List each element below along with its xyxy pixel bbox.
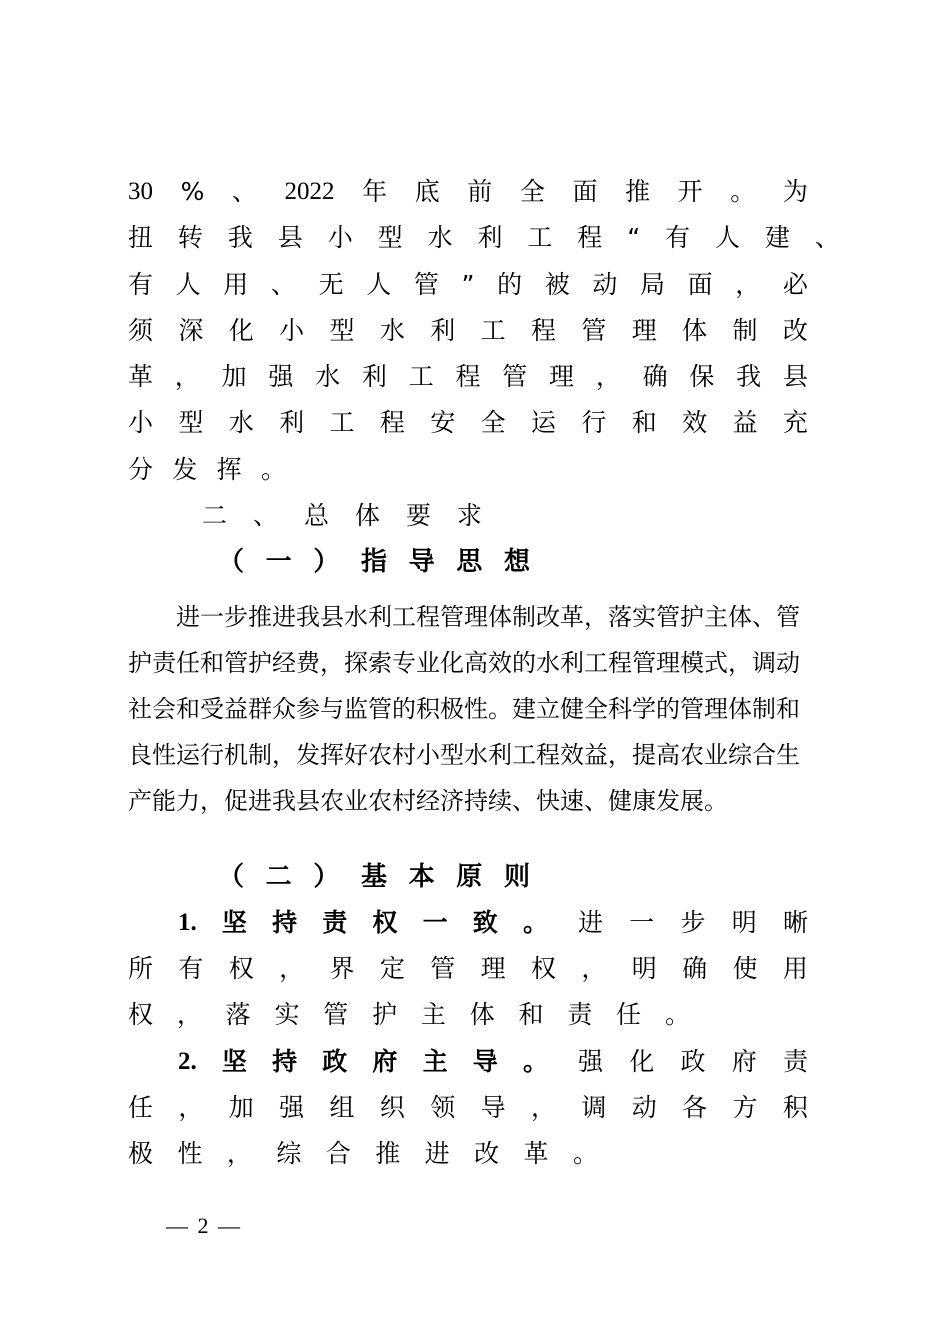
- principle-1-line-3: 权 ， 落 实 管 护 主 体 和 责 任 。: [128, 1000, 690, 1029]
- paragraph-text: 进一步推进我县水利工程管理体制改革，落实管护主体、管护责任和管护经费，探索专业化高效的水利工程管理模式，调动社会和受益群众参与监管的积极性。建立健全科学的管理体制和良性运行机制，发挥好农村小型水利工程效益，提高农业综合生产能力，促进我县农业农村经济持续、快速、健康发展。: [128, 603, 800, 815]
- principle-2-line-2: 任 ， 加 强 组 织 领 导 ， 调 动 各 方 积: [128, 1093, 808, 1122]
- principle-1-line-1: [178, 908, 808, 938]
- body-line-1: 30 % 、 2022 年 底 前 全 面 推 开 。 为: [128, 177, 808, 206]
- principle-2-title: 2. 坚 持 政 府 主 导 。: [178, 1047, 548, 1076]
- principle-2-text-a: 强 化 政 府 责: [578, 1047, 808, 1076]
- paragraph-guiding-ideology: [128, 594, 818, 824]
- principle-2-line-1: [178, 1047, 808, 1077]
- body-line-2: 扭 转 我 县 小 型 水 利 工 程 “ 有 人 建 、: [128, 223, 840, 252]
- subheading-guiding-ideology: （ 一 ） 指 导 思 想: [218, 547, 530, 577]
- principle-1-line-2: 所 有 权 ， 界 定 管 理 权 ， 明 确 使 用: [128, 954, 808, 983]
- subheading-basic-principles: （ 二 ） 基 本 原 则: [218, 862, 530, 892]
- principle-1-title: 1. 坚 持 责 权 一 致 。: [178, 908, 548, 937]
- body-line-6: 小 型 水 利 工 程 安 全 运 行 和 效 益 充: [128, 408, 808, 437]
- body-line-7: 分 发 挥 。: [128, 455, 286, 484]
- body-line-3: 有 人 用 、 无 人 管 ” 的 被 动 局 面 ， 必: [128, 270, 808, 299]
- body-line-4: 须 深 化 小 型 水 利 工 程 管 理 体 制 改: [128, 316, 808, 345]
- principle-2-line-3: 极 性 ， 综 合 推 进 改 革 。: [128, 1139, 598, 1168]
- principle-1-text-a: 进 一 步 明 晰: [578, 908, 808, 937]
- body-line-5: 革 ， 加 强 水 利 工 程 管 理 ， 确 保 我 县: [128, 362, 808, 391]
- page-number: — 2 —: [166, 1213, 242, 1238]
- section-heading-overall-requirements: 二 、 总 体 要 求: [202, 501, 482, 530]
